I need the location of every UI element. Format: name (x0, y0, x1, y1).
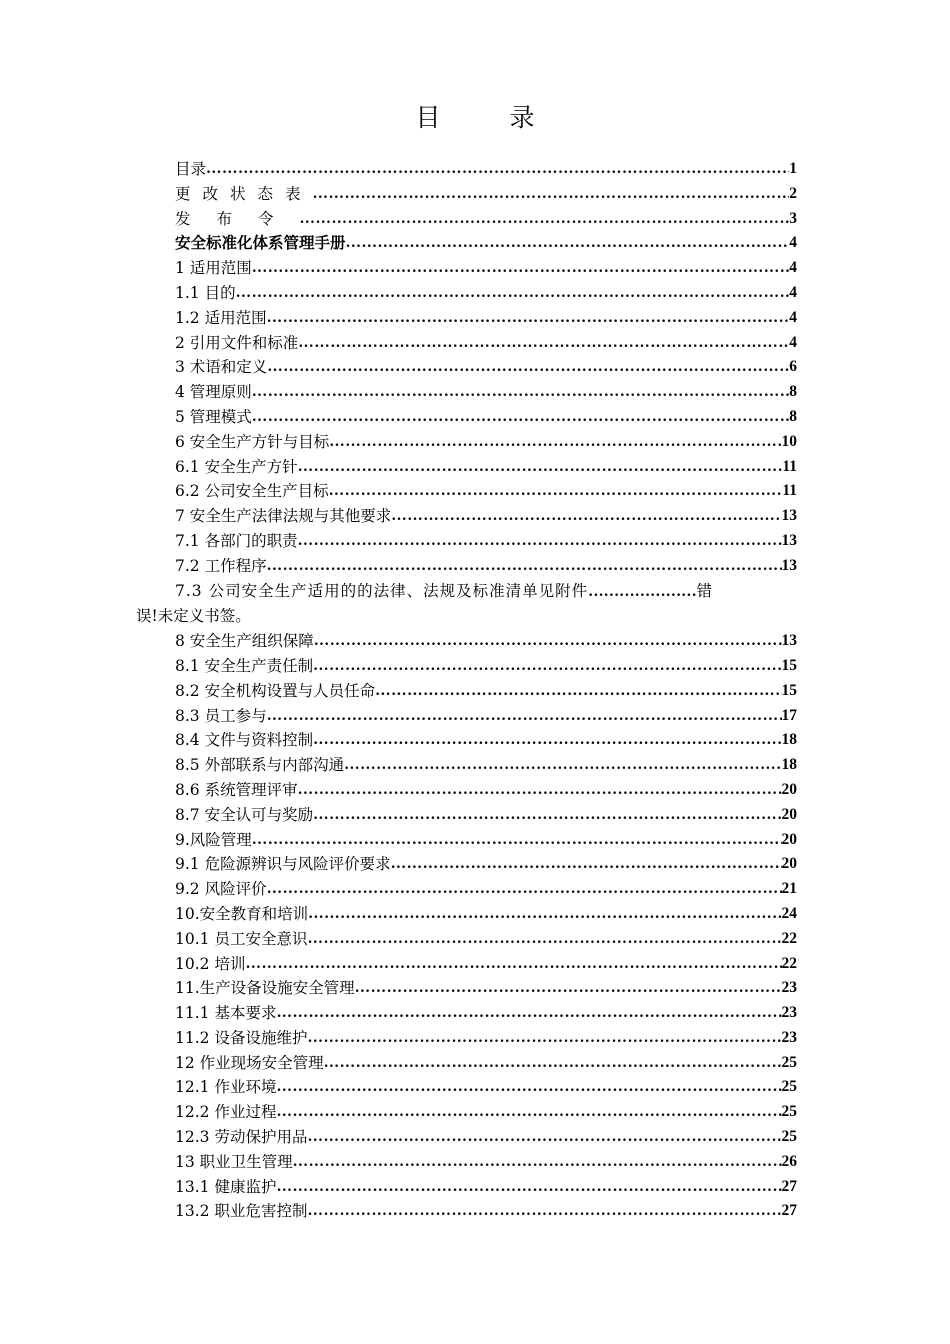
toc-entry-label: 1.1 目的 (175, 283, 236, 302)
toc-entry[interactable] (175, 679, 797, 704)
toc-entry[interactable] (175, 380, 797, 405)
dot-leader (375, 679, 781, 704)
dot-leader (298, 331, 789, 356)
dot-leader (307, 1125, 781, 1150)
toc-entry[interactable] (175, 704, 797, 729)
toc-entry-label: 13.2 职业危害控制 (175, 1202, 308, 1221)
toc-entry-page: 20 (781, 780, 797, 798)
toc-entry-page: 27 (781, 1177, 797, 1195)
dot-leader (324, 1051, 782, 1076)
toc-entry-label: 8.7 安全认可与奖励 (175, 805, 314, 824)
dot-leader (307, 1199, 781, 1224)
toc-entry-label: 11.生产设备设施安全管理 (175, 979, 355, 998)
toc-entry[interactable] (175, 256, 797, 281)
toc-entry-page: 26 (781, 1152, 797, 1170)
toc-entry[interactable] (175, 1150, 797, 1175)
toc-entry-page: 4 (789, 283, 797, 301)
dot-leader (293, 1150, 782, 1175)
toc-entry[interactable] (175, 952, 797, 977)
toc-entry-label: 8.3 员工参与 (175, 706, 267, 725)
dot-leader (298, 529, 782, 554)
toc-entry[interactable] (175, 504, 797, 529)
toc-entry[interactable] (175, 231, 797, 256)
toc-entry[interactable] (175, 852, 797, 877)
dot-leader (313, 803, 781, 828)
dot-leader (307, 1026, 781, 1051)
toc-entry[interactable] (175, 479, 797, 504)
table-of-contents (136, 157, 797, 1224)
toc-entry[interactable] (175, 529, 797, 554)
toc-entry-label: 13 职业卫生管理 (175, 1152, 293, 1171)
toc-entry[interactable] (175, 629, 797, 654)
dot-leader (276, 1001, 781, 1026)
toc-entry-label: 12.2 作业过程 (175, 1103, 277, 1122)
dot-leader (313, 728, 781, 753)
toc-entry[interactable] (175, 1051, 797, 1076)
toc-entry-page: 25 (781, 1103, 797, 1121)
toc-entry[interactable] (175, 976, 797, 1001)
toc-entry-page: 4 (789, 333, 797, 351)
toc-entry[interactable] (175, 207, 797, 232)
dot-leader (329, 430, 781, 455)
toc-entry-page: 25 (781, 1078, 797, 1096)
toc-entry-page: 18 (781, 756, 797, 774)
toc-entry-label: 10.1 员工安全意识 (175, 929, 308, 948)
toc-entry-page: 18 (781, 731, 797, 749)
toc-entry[interactable] (175, 405, 797, 430)
toc-entry-label: 9.1 危险源辨识与风险评价要求 (175, 855, 391, 874)
toc-entry-page: 13 (781, 556, 797, 574)
toc-entry-page: 错 (696, 581, 713, 600)
dot-leader (314, 629, 782, 654)
toc-entry-page: 2 (789, 184, 797, 202)
toc-entry[interactable] (175, 306, 797, 331)
toc-entry[interactable] (175, 355, 797, 380)
toc-entry-label: 安全标准化体系管理手册 (175, 233, 346, 253)
toc-entry-page: 24 (781, 904, 797, 922)
dot-leader (267, 306, 790, 331)
toc-entry-page: 1 (789, 160, 797, 177)
toc-entry-page: 20 (781, 830, 797, 848)
toc-entry-label: 8 安全生产组织保障 (175, 632, 314, 651)
toc-entry[interactable] (175, 1026, 797, 1051)
toc-entry[interactable] (175, 1199, 797, 1224)
toc-entry-label: 3 术语和定义 (175, 358, 268, 377)
dot-leader: ………………… (588, 582, 697, 600)
toc-entry-page: 23 (781, 1004, 797, 1022)
toc-entry[interactable] (175, 778, 797, 803)
toc-entry-label: 8.6 系统管理评审 (175, 780, 298, 799)
toc-entry-label: 7.2 工作程序 (175, 556, 267, 575)
toc-entry[interactable] (175, 1125, 797, 1150)
toc-entry-page: 6 (789, 358, 797, 376)
toc-entry-label: 5 管理模式 (175, 407, 252, 426)
toc-entry-page: 21 (781, 880, 797, 898)
dot-leader (313, 654, 781, 679)
toc-entry-label: 12 作业现场安全管理 (175, 1053, 324, 1072)
dot-leader (308, 902, 781, 927)
dot-leader (298, 455, 783, 480)
toc-entry-continuation: 误!未定义书签。 (136, 607, 251, 626)
toc-entry-page: 11 (782, 457, 797, 475)
toc-entry-label: 6.2 公司安全生产目标 (175, 482, 329, 501)
toc-entry[interactable] (175, 728, 797, 753)
toc-entry[interactable] (175, 1001, 797, 1026)
toc-entry[interactable] (175, 430, 797, 455)
toc-entry[interactable] (175, 1175, 797, 1200)
toc-entry[interactable] (175, 828, 797, 853)
dot-leader (267, 704, 782, 729)
toc-entry-page: 27 (781, 1202, 797, 1220)
dot-leader (276, 1175, 781, 1200)
toc-entry-page: 20 (781, 805, 797, 823)
toc-entry-label: 8.5 外部联系与内部沟通 (175, 756, 345, 775)
toc-entry-label: 7.3 公司安全生产适用的的法律、法规及标准清单见附件 (175, 581, 589, 600)
toc-entry-page: 8 (789, 407, 797, 425)
toc-entry-label: 8.4 文件与资料控制 (175, 731, 314, 750)
toc-entry[interactable] (175, 554, 797, 579)
dot-leader (267, 554, 782, 579)
toc-entry[interactable] (175, 753, 797, 778)
toc-entry-page: 25 (781, 1053, 797, 1071)
dot-leader (267, 355, 789, 380)
toc-entry[interactable] (175, 331, 797, 356)
toc-entry-label: 1.2 适用范围 (175, 308, 267, 327)
toc-entry[interactable] (175, 182, 797, 207)
dot-leader (252, 256, 789, 281)
toc-entry-page: 20 (781, 855, 797, 873)
dot-leader (252, 828, 782, 853)
toc-entry-label: 11.1 基本要求 (175, 1004, 277, 1023)
toc-entry-line-1 (175, 579, 797, 605)
toc-entry[interactable] (175, 927, 797, 952)
toc-entry-label: 目录 (175, 160, 207, 178)
toc-entry-label: 11.2 设备设施维护 (175, 1028, 308, 1047)
toc-entry-page: 8 (789, 383, 797, 401)
toc-entry-page: 17 (781, 706, 797, 724)
toc-entry-page: 23 (781, 979, 797, 997)
toc-entry-label: 4 管理原则 (175, 383, 252, 402)
dot-leader (267, 877, 782, 902)
toc-entry-label: 8.2 安全机构设置与人员任命 (175, 681, 376, 700)
toc-entry[interactable] (175, 803, 797, 828)
toc-entry-label: 发布令 (175, 209, 300, 228)
toc-entry-page: 13 (781, 531, 797, 549)
dot-leader (252, 380, 789, 405)
dot-leader (300, 207, 790, 232)
dot-leader (391, 504, 781, 529)
toc-title: 目 录 (415, 103, 557, 132)
toc-entry-page: 15 (781, 656, 797, 674)
toc-entry[interactable] (175, 157, 797, 182)
toc-entry[interactable] (175, 877, 797, 902)
toc-entry-page: 4 (789, 234, 797, 252)
toc-entry-label: 9.风险管理 (175, 830, 252, 849)
dot-leader (236, 281, 790, 306)
toc-entry-page: 13 (781, 507, 797, 525)
dot-leader (206, 157, 789, 182)
dot-leader (276, 1100, 781, 1125)
dot-leader (355, 976, 782, 1001)
toc-entry-page: 11 (782, 482, 797, 500)
toc-entry-page: 4 (789, 308, 797, 326)
toc-entry-label: 2 引用文件和标准 (175, 333, 299, 352)
toc-entry-page: 25 (781, 1128, 797, 1146)
toc-entry[interactable] (175, 281, 797, 306)
toc-entry-label: 9.2 风险评价 (175, 880, 267, 899)
toc-entry-label: 12.3 劳动保护用品 (175, 1128, 308, 1147)
dot-leader (344, 753, 781, 778)
toc-entry-label: 12.1 作业环境 (175, 1078, 277, 1097)
toc-entry[interactable] (175, 1075, 797, 1100)
toc-entry-label: 13.1 健康监护 (175, 1177, 277, 1196)
toc-entry-page: 10 (781, 432, 797, 450)
toc-entry[interactable] (175, 455, 797, 480)
dot-leader (276, 1075, 781, 1100)
dot-leader (313, 182, 790, 207)
toc-entry-label: 8.1 安全生产责任制 (175, 656, 314, 675)
toc-entry-page: 23 (781, 1028, 797, 1046)
toc-entry-page: 22 (781, 954, 797, 972)
dot-leader (307, 927, 781, 952)
toc-entry-label: 10.安全教育和培训 (175, 904, 309, 923)
toc-entry-page: 22 (781, 929, 797, 947)
toc-entry-page: 4 (789, 259, 797, 277)
toc-entry-page: 13 (781, 632, 797, 650)
toc-entry[interactable] (175, 902, 797, 927)
toc-entry-label: 更改状态表 (175, 184, 313, 203)
toc-entry-page: 15 (781, 681, 797, 699)
dot-leader (298, 778, 782, 803)
toc-entry-label: 6 安全生产方针与目标 (175, 432, 330, 451)
toc-entry-wrapped[interactable] (136, 579, 797, 630)
toc-entry-label: 7 安全生产法律法规与其他要求 (175, 507, 392, 526)
dot-leader (346, 231, 790, 256)
toc-entry[interactable] (175, 654, 797, 679)
dot-leader (329, 479, 783, 504)
dot-leader (245, 952, 781, 977)
dot-leader (391, 852, 782, 877)
dot-leader (252, 405, 789, 430)
toc-entry-label: 10.2 培训 (175, 954, 246, 973)
toc-entry-label: 6.1 安全生产方针 (175, 457, 298, 476)
toc-entry[interactable] (175, 1100, 797, 1125)
toc-entry-page: 3 (789, 209, 797, 227)
toc-entry-label: 7.1 各部门的职责 (175, 531, 298, 550)
toc-entry-label: 1 适用范围 (175, 259, 252, 278)
